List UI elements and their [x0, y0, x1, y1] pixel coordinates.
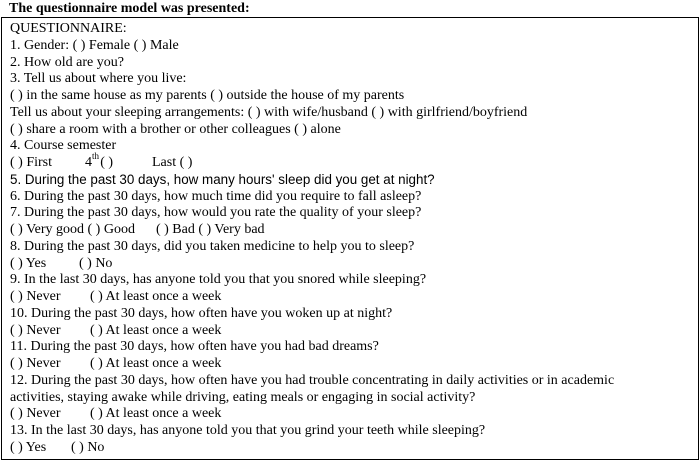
option-last: Last ( ) — [152, 155, 193, 170]
question-2-age: 2. How old are you? — [10, 54, 124, 70]
questionnaire-title: QUESTIONNAIRE: — [10, 21, 127, 36]
question-7-options: ( ) Very good ( ) Good ( ) Bad ( ) Very bad — [10, 222, 265, 237]
question-12-concentration-line-1: 12. During the past 30 days, how often have you had trouble concentrating in daily activities or in academic — [10, 372, 615, 388]
sleeping-arrangements-question: Tell us about your sleeping arrangements: ( ) with wife/husband ( ) with girlfriend/boyfriend — [10, 104, 528, 120]
option-yes: ( ) Yes — [10, 255, 47, 271]
option-never: ( ) Never — [10, 322, 61, 338]
question-9-snoring: 9. In the last 30 days, has anyone told you that you snored while sleeping? — [10, 272, 427, 288]
question-11-bad-dreams: 11. During the past 30 days, how often have you had bad dreams? — [10, 339, 379, 355]
question-10-waking: 10. During the past 30 days, how often have you woken up at night? — [10, 305, 393, 321]
option-weekly: ( ) At least once a week — [90, 322, 222, 338]
question-6-fall-asleep-time: 6. During the past 30 days, how much time did you require to fall asleep? — [10, 188, 422, 204]
option-yes: ( ) Yes — [10, 439, 47, 455]
option-never: ( ) Never — [10, 289, 61, 304]
question-9-options — [10, 289, 694, 306]
option-first: ( ) First — [10, 155, 52, 170]
option-fourth-number: 4 — [85, 155, 92, 170]
option-weekly: ( ) At least once a week — [90, 356, 222, 371]
sleeping-arrangements-options: ( ) share a room with a brother or other colleagues ( ) alone — [10, 121, 341, 137]
question-12-concentration-line-2: activities, staying awake while driving, eating meals or engaging in social activity? — [10, 389, 476, 405]
option-no: ( ) No — [71, 439, 105, 455]
question-4-semester: 4. Course semester — [10, 138, 117, 154]
option-fourth-box: ( ) — [100, 155, 114, 170]
question-7-sleep-quality: 7. During the past 30 days, how would you rate the quality of your sleep? — [10, 205, 422, 221]
question-11-options — [10, 356, 694, 373]
question-12-options — [10, 406, 694, 423]
question-3-residence: 3. Tell us about where you live: — [10, 71, 187, 87]
questionnaire-content — [10, 21, 694, 457]
option-weekly: ( ) At least once a week — [90, 406, 222, 422]
questionnaire-box — [1, 17, 699, 460]
option-fourth-ordinal: th — [92, 151, 100, 162]
option-no: ( ) No — [79, 255, 113, 271]
section-heading: The questionnaire model was presented: — [9, 1, 250, 16]
option-never: ( ) Never — [10, 406, 61, 422]
question-1-gender: 1. Gender: ( ) Female ( ) Male — [10, 37, 179, 53]
question-5-sleep-hours: 5. During the past 30 days, how many hours' sleep did you get at night? — [10, 171, 435, 187]
question-8-options — [10, 256, 694, 273]
question-10-options — [10, 323, 694, 340]
question-13-options — [10, 440, 694, 457]
option-fourth — [85, 151, 152, 172]
question-4-options — [10, 151, 694, 172]
question-13-teeth-grinding: 13. In the last 30 days, has anyone told you that you grind your teeth while sleeping? — [10, 423, 486, 438]
question-3-options: ( ) in the same house as my parents ( ) outside the house of my parents — [10, 88, 405, 103]
option-weekly: ( ) At least once a week — [90, 289, 222, 304]
question-8-medicine: 8. During the past 30 days, did you taken medicine to help you to sleep? — [10, 238, 415, 254]
option-never: ( ) Never — [10, 356, 61, 371]
